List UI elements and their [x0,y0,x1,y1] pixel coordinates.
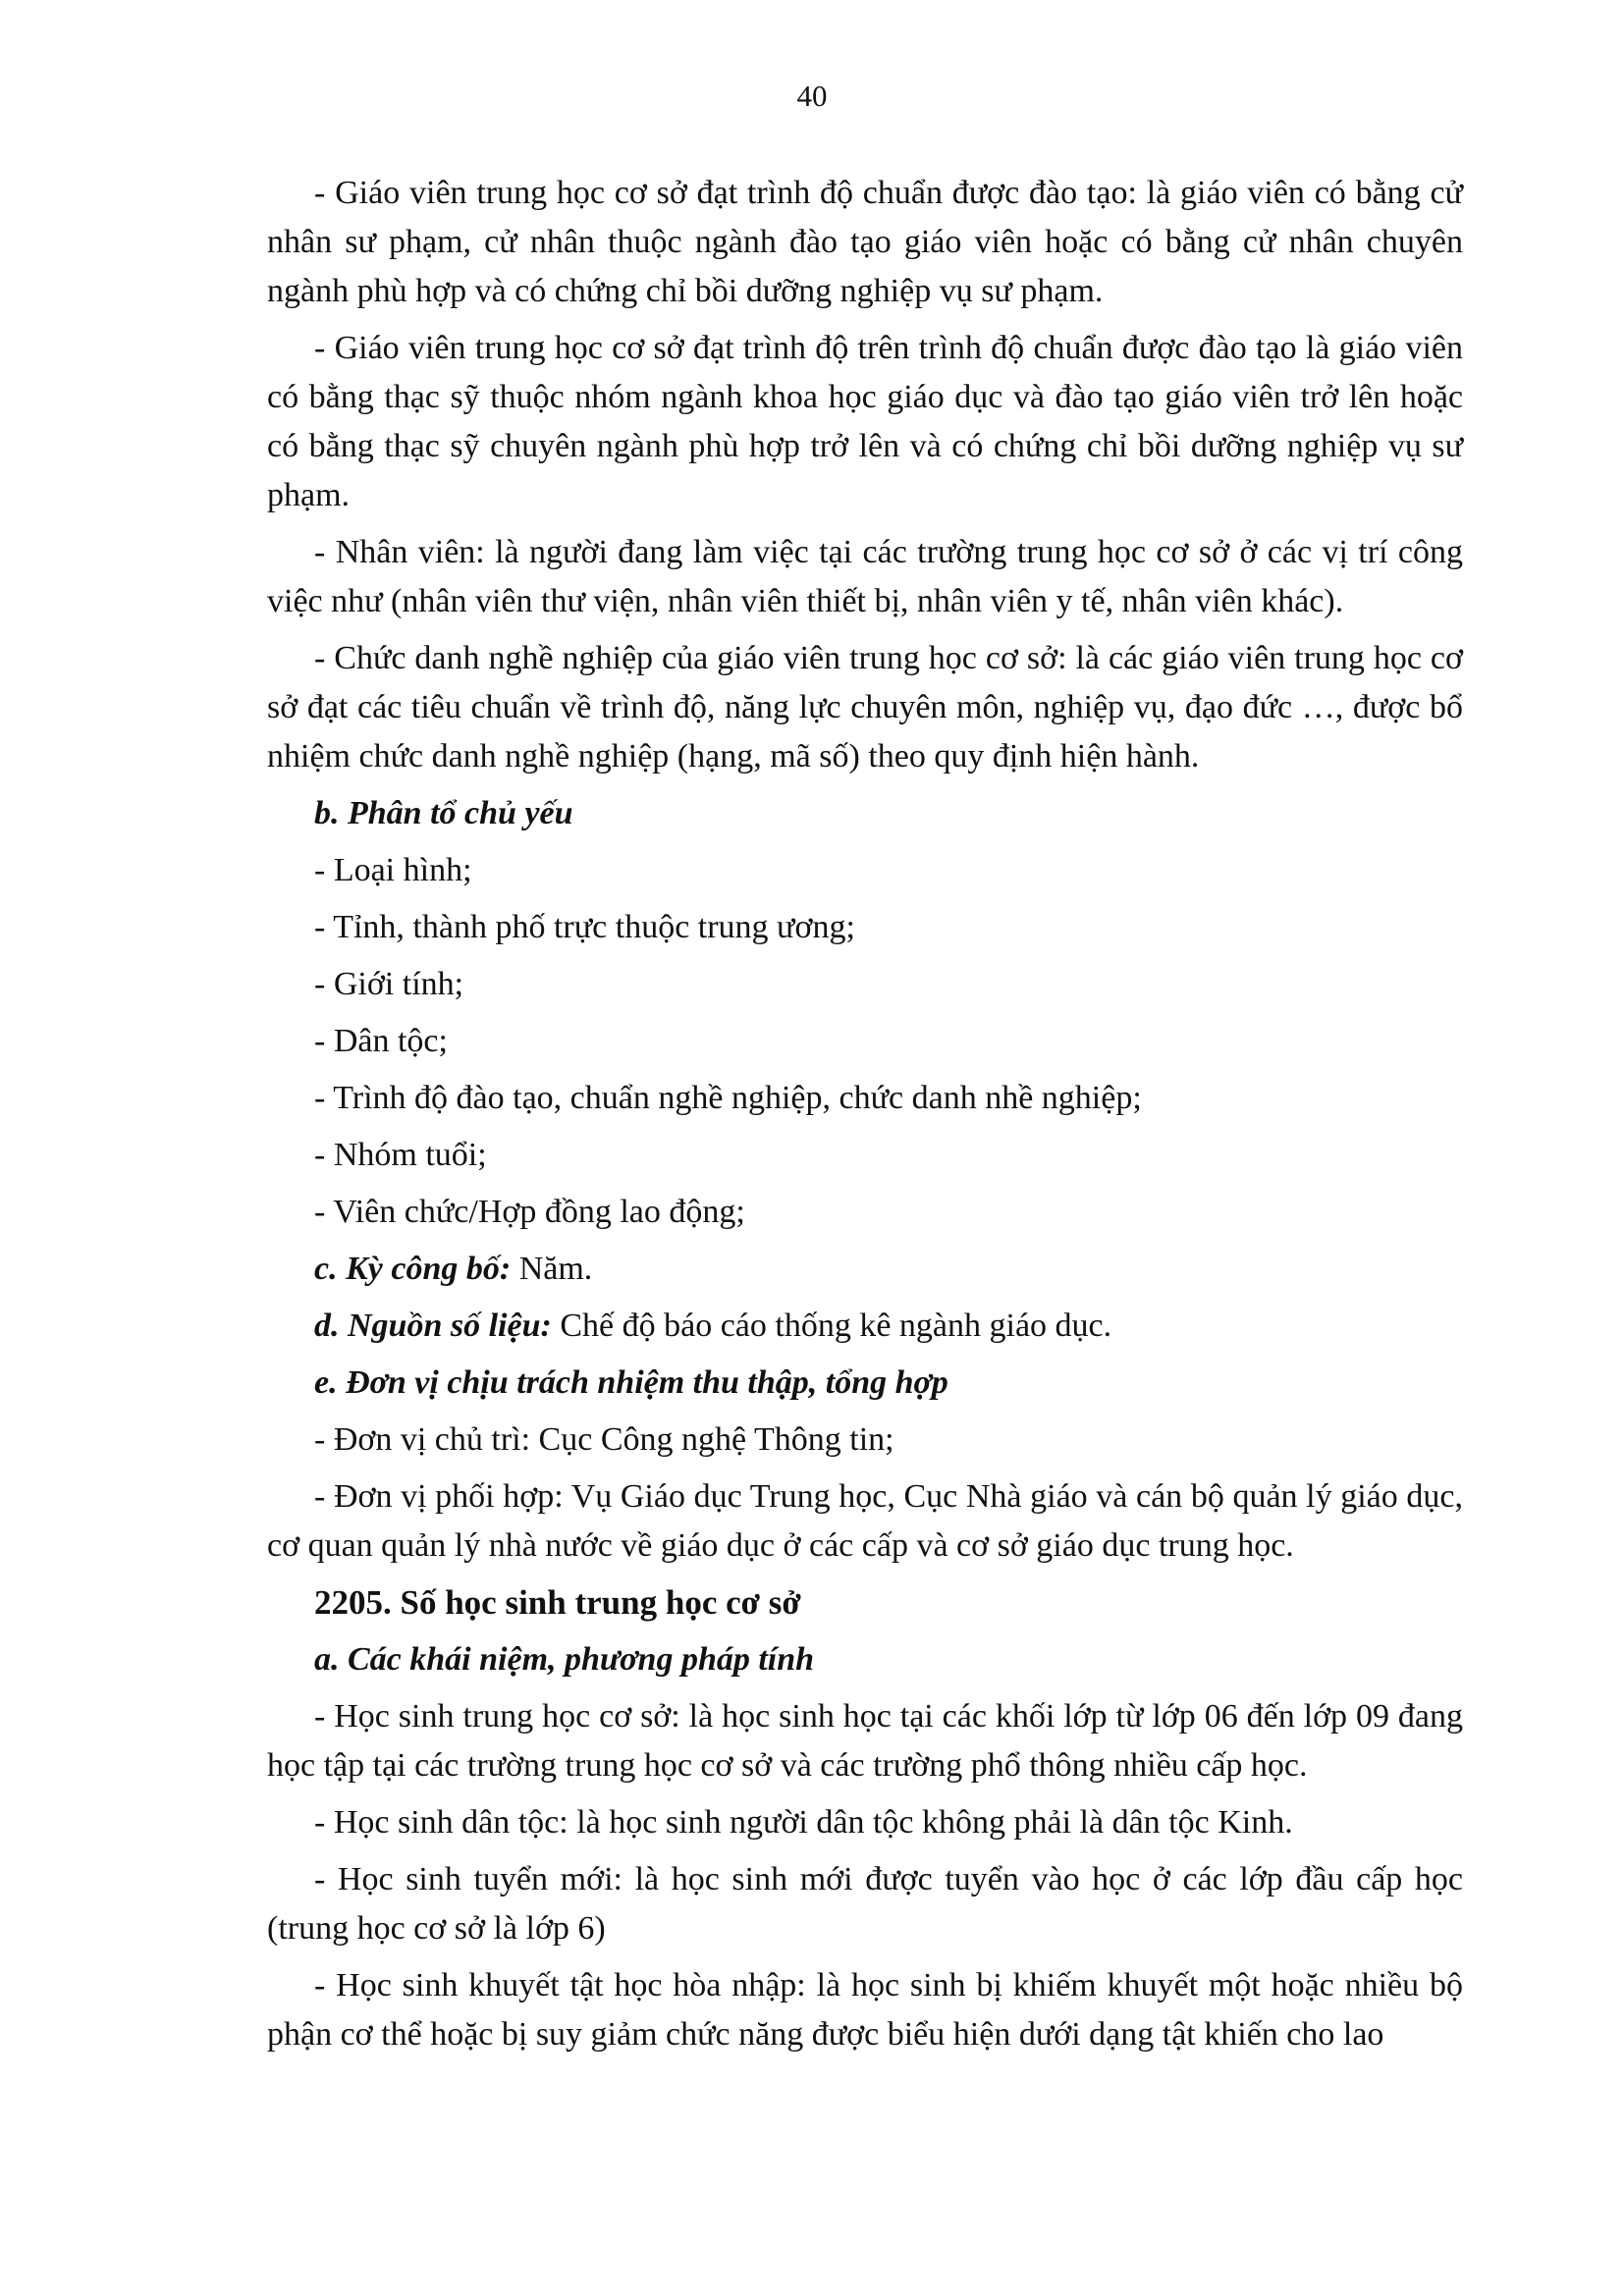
list-item: - Đơn vị chủ trì: Cục Công nghệ Thông tin; [314,1421,894,1458]
heading-section-b: b. Phân tổ chủ yếu [314,795,573,831]
heading-section-2205-a: a. Các khái niệm, phương pháp tính [314,1641,815,1678]
heading-section-d [267,1302,1463,1351]
list-item: - Viên chức/Hợp đồng lao động; [314,1194,745,1230]
heading-section-e: e. Đơn vị chịu trách nhiệm thu thập, tổng hợp [314,1364,948,1401]
list-item: - Tỉnh, thành phố trực thuộc trung ương; [314,909,855,945]
list-item: - Đơn vị phối hợp: Vụ Giáo dục Trung học, Cục Nhà giáo và cán bộ quản lý giáo dục, cơ quan quản lý nhà nước về giáo dục ở các cấp và cơ sở giáo dục trung học. [267,1478,1463,1564]
section-d-label: d. Nguồn số liệu: [314,1308,552,1344]
section-c-value: Năm. [511,1251,593,1287]
document-body [267,169,1463,2067]
paragraph-professional-title: - Chức danh nghề nghiệp của giáo viên trung học cơ sở: là các giáo viên trung học cơ sở đạt các tiêu chuẩn về trình độ, năng lực chuyên môn, nghiệp vụ, đạo đức …, được bổ nhiệm chức danh nghề nghiệp (hạng, mã số) theo quy định hiện hành. [267,640,1463,774]
section-title-2205: 2205. Số học sinh trung học cơ sở [314,1583,801,1622]
paragraph-new-student: - Học sinh tuyển mới: là học sinh mới được tuyển vào học ở các lớp đầu cấp học (trung học cơ sở là lớp 6) [267,1861,1463,1947]
section-d-value: Chế độ báo cáo thống kê ngành giáo dục. [551,1308,1112,1344]
list-item: - Dân tộc; [314,1023,448,1059]
section-c-label: c. Kỳ công bố: [314,1251,512,1287]
page-number: 40 [796,79,828,113]
list-item: - Nhóm tuổi; [314,1137,487,1173]
paragraph-lower-secondary-student: - Học sinh trung học cơ sở: là học sinh học tại các khối lớp từ lớp 06 đến lớp 09 đang học tập tại các trường trung học cơ sở và các trường phổ thông nhiều cấp học. [267,1698,1463,1784]
paragraph-standard-teacher: - Giáo viên trung học cơ sở đạt trình độ chuẩn được đào tạo: là giáo viên có bằng cử nhân sư phạm, cử nhân thuộc ngành đào tạo giáo viên hoặc có bằng cử nhân chuyên ngành phù hợp và có chứng chỉ bồi dưỡng nghiệp vụ sư phạm. [267,175,1463,309]
paragraph-above-standard-teacher: - Giáo viên trung học cơ sở đạt trình độ trên trình độ chuẩn được đào tạo là giáo viên có bằng thạc sỹ thuộc nhóm ngành khoa học giáo dục và đào tạo giáo viên trở lên hoặc có bằng thạc sỹ chuyên ngành phù hợp trở lên và có chứng chỉ bồi dưỡng nghiệp vụ sư phạm. [267,330,1463,513]
list-item: - Giới tính; [314,966,464,1002]
heading-section-c [267,1245,1463,1294]
paragraph-ethnic-student: - Học sinh dân tộc: là học sinh người dân tộc không phải là dân tộc Kinh. [314,1804,1293,1841]
paragraph-disabled-student: - Học sinh khuyết tật học hòa nhập: là học sinh bị khiếm khuyết một hoặc nhiều bộ phận cơ thể hoặc bị suy giảm chức năng được biểu hiện dưới dạng tật khiến cho lao [267,1967,1463,2053]
list-item: - Loại hình; [314,852,472,888]
list-item: - Trình độ đào tạo, chuẩn nghề nghiệp, chức danh nhề nghiệp; [314,1080,1142,1116]
paragraph-staff: - Nhân viên: là người đang làm việc tại các trường trung học cơ sở ở các vị trí công việc như (nhân viên thư viện, nhân viên thiết bị, nhân viên y tế, nhân viên khác). [267,534,1463,619]
